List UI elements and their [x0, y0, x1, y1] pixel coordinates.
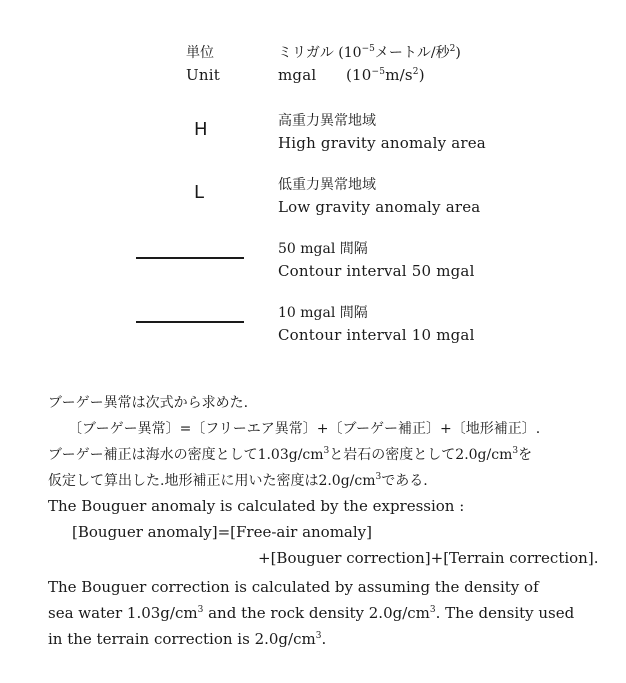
unit-value-en: mgal: [278, 66, 317, 84]
high-symbol: H: [194, 119, 208, 140]
unit-value-ja: ミリガル ($10^{-5}$メートル/秒$^2$): [278, 44, 461, 61]
desc-ja-line-4: 仮定して算出した.地形補正に用いた密度は$2.0g/cm^3$である.: [48, 472, 428, 489]
contour-10-line: [136, 321, 244, 323]
desc-ja-line-3: ブーゲー補正は海水の密度として$1.03g/cm^3$と岩石の密度として$2.0g/cm^3$を: [48, 446, 533, 463]
contour-10-label-ja: 10 mgal 間隔: [278, 305, 368, 321]
desc-en-line-1: The Bouguer anomaly is calculated by the expression :: [48, 497, 465, 515]
unit-value-en-si: $(10^{-5}m/s^2)$: [346, 66, 425, 84]
low-label-ja: 低重力異常地域: [278, 177, 376, 193]
contour-50-label-en: Contour interval 50 mgal: [278, 262, 475, 280]
contour-10-label-en: Contour interval 10 mgal: [278, 326, 475, 344]
low-label-en: Low gravity anomaly area: [278, 198, 481, 216]
unit-label-en: Unit: [186, 66, 220, 84]
unit-label-ja: 単位: [186, 45, 214, 61]
desc-en-line-2: [Bouguer anomaly]=[Free-air anomaly]: [72, 523, 372, 541]
desc-en-line-3: +[Bouguer correction]+[Terrain correction].: [258, 549, 599, 567]
contour-50-label-ja: 50 mgal 間隔: [278, 241, 368, 257]
desc-en-line-4: The Bouguer correction is calculated by assuming the density of: [48, 578, 539, 596]
desc-en-line-6: in the terrain correction is $2.0g/cm^3$.: [48, 630, 327, 648]
desc-ja-line-2: 〔ブーゲー異常〕=〔フリーエア異常〕+〔ブーゲー補正〕+〔地形補正〕.: [68, 421, 541, 437]
low-symbol: L: [194, 182, 205, 203]
desc-ja-line-1: ブーゲー異常は次式から求めた.: [48, 395, 249, 411]
high-label-en: High gravity anomaly area: [278, 134, 486, 152]
desc-en-line-5: sea water $1.03g/cm^3$ and the rock density $2.0g/cm^3$. The density used: [48, 604, 575, 622]
contour-50-line: [136, 257, 244, 259]
high-label-ja: 高重力異常地域: [278, 113, 376, 129]
